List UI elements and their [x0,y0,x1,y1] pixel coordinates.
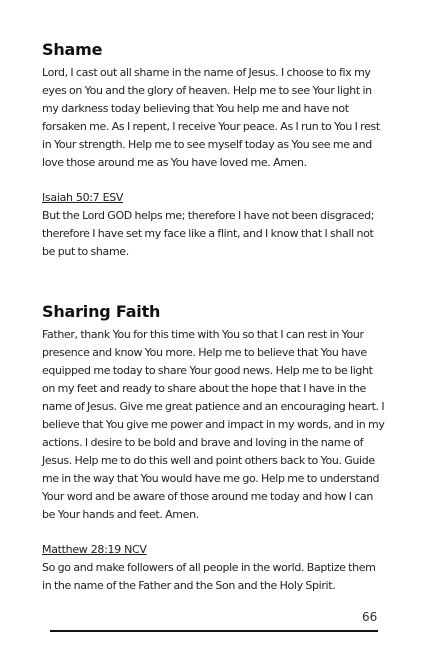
scripture-verse: But the Lord GOD helps me; therefore I have not been disgraced; therefore I have set my face like a flint, and I know that I shall not be put to shame. [42,209,375,258]
scripture-block [42,538,386,595]
scripture-verse: So go and make followers of all people in the world. Baptize them in the name of the Father and the Son and the Holy Spirit. [42,561,376,592]
scripture-reference: Matthew 28:19 NCV [42,543,147,556]
scripture-block [42,186,386,261]
section-heading: Sharing Faith [42,302,161,321]
prayer-text: Lord, I cast out all shame in the name of Jesus. I choose to fix my eyes on You and the glory of heaven. Help me to see Your light in my darkness today believing that You help me and have not forsaken me. As I repent, I receive Your peace. As I run to You I rest in Your strength. Help me to see myself today as You see me and love those around me as You have loved me. Amen. [42,66,380,169]
section-shame [42,40,386,172]
prayer-text: Father, thank You for this time with You so that I can rest in Your presence and know You more. Help me to believe that You have equipped me today to share Your good news. Help me to be light on my feet and ready to share about the hope that I have in the name of Jesus. Give me great patience and an encouraging heart. I believe that You give me power and impact in my words, and in my actions. I desire to be bold and brave and loving in the name of Jesus. Help me to do this well and point others back to You. Guide me in the way that You would have me go. Help me to understand Your word and be aware of those around me today and how I can be Your hands and feet. Amen. [42,328,385,521]
page-number: 66 [362,610,378,624]
scripture-reference: Isaiah 50:7 ESV [42,191,124,204]
footer-divider [50,630,378,632]
section-heading: Shame [42,40,103,59]
section-sharing-faith [42,302,386,524]
